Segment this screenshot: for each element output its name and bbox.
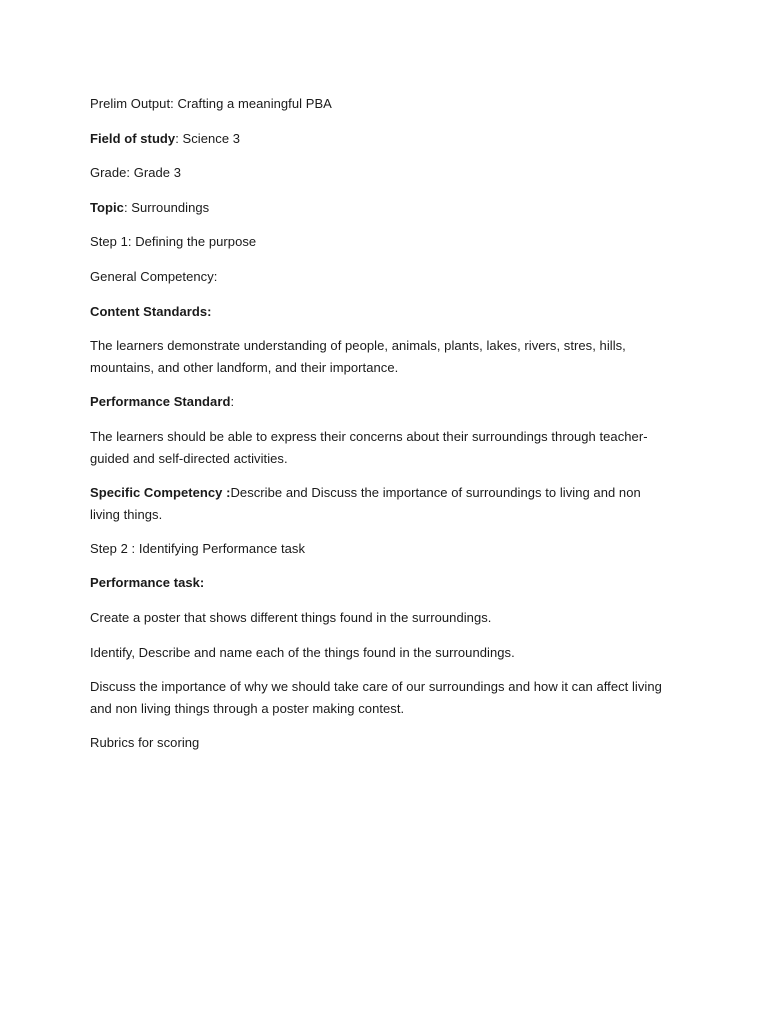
performance-standard-colon: :	[230, 394, 235, 410]
rubrics-line: Rubrics for scoring	[90, 735, 200, 751]
step1-line: Step 1: Defining the purpose	[90, 234, 257, 250]
task-item-2: Identify, Describe and name each of the things found in the surroundings.	[90, 644, 515, 660]
step2-line: Step 2 : Identifying Performance task	[90, 540, 306, 556]
topic-label: Topic	[90, 199, 124, 215]
content-standards-heading: Content Standards:	[90, 303, 212, 319]
task-item-3: Discuss the importance of why we should take care of our surroundings and how it can affect living and non living things through a poster making contest.	[90, 679, 662, 717]
specific-competency-text: Describe and Discuss the importance of surroundings to living and non living things.	[90, 484, 641, 522]
field-of-study-value: : Science 3	[175, 130, 241, 146]
task-item-1: Create a poster that shows different things found in the surroundings.	[90, 609, 492, 625]
field-of-study-label: Field of study	[90, 130, 176, 146]
grade-line: Grade: Grade 3	[90, 165, 182, 181]
performance-standard-label: Performance Standard	[90, 394, 231, 410]
prelim-output-line: Prelim Output: Crafting a meaningful PBA	[90, 96, 332, 111]
topic-value: : Surroundings	[123, 199, 210, 215]
content-standards-text: The learners demonstrate understanding of people, animals, plants, lakes, rivers, stres, hills, mountains, and other landform, and their importance.	[90, 338, 626, 376]
field-of-study-line	[90, 128, 670, 150]
topic-line	[90, 197, 670, 219]
performance-standard-text: The learners should be able to express their concerns about their surroundings through teacher-guided and self-directed activities.	[90, 428, 648, 466]
performance-standard-line	[90, 391, 670, 413]
specific-competency-label: Specific Competency :	[90, 484, 231, 500]
document-page	[90, 93, 670, 767]
general-competency-line: General Competency:	[90, 268, 218, 284]
specific-competency-line	[90, 482, 670, 526]
performance-task-heading: Performance task:	[90, 575, 205, 591]
